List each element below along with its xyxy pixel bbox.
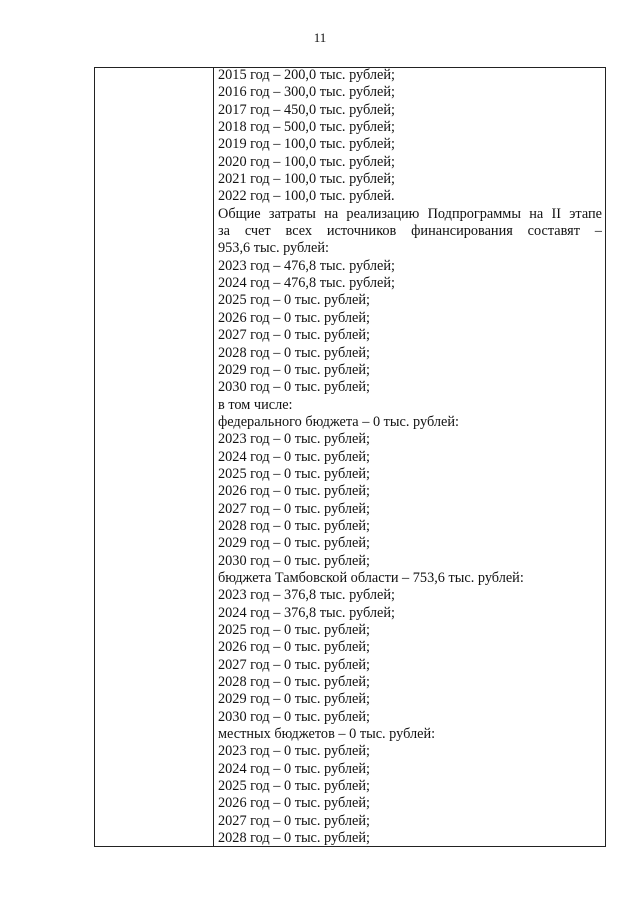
- text-line: 2028 год – 0 тыс. рублей;: [218, 830, 370, 845]
- text-line: 2030 год – 0 тыс. рублей;: [218, 379, 370, 396]
- text-line: 2021 год – 100,0 тыс. рублей;: [218, 171, 396, 188]
- page-number: 11: [313, 30, 327, 45]
- text-line: 2018 год – 500,0 тыс. рублей;: [218, 119, 396, 136]
- text-line: 2023 год – 476,8 тыс. рублей;: [218, 257, 396, 274]
- text-line: 2027 год – 0 тыс. рублей;: [218, 656, 370, 673]
- text-line: 2017 год – 450,0 тыс. рублей;: [218, 101, 396, 118]
- text-line: 2028 год – 0 тыс. рублей;: [218, 517, 370, 534]
- text-line: бюджета Тамбовской области – 753,6 тыс. рублей:: [218, 569, 524, 586]
- text-line: 2027 год – 0 тыс. рублей;: [218, 812, 370, 829]
- text-line: 2029 год – 0 тыс. рублей;: [218, 535, 370, 552]
- text-line: федерального бюджета – 0 тыс. рублей:: [218, 413, 459, 430]
- text-line: 2027 год – 0 тыс. рублей;: [218, 500, 370, 517]
- text-line: в том числе:: [218, 396, 293, 413]
- text-line: 2030 год – 0 тыс. рублей;: [218, 708, 370, 725]
- text-line: 2022 год – 100,0 тыс. рублей.: [218, 188, 395, 205]
- text-line: 953,6 тыс. рублей:: [218, 240, 330, 257]
- text-line: 2025 год – 0 тыс. рублей;: [218, 292, 370, 309]
- text-line: 2028 год – 0 тыс. рублей;: [218, 674, 370, 691]
- text-line: 2024 год – 0 тыс. рублей;: [218, 448, 370, 465]
- text-line: 2023 год – 376,8 тыс. рублей;: [218, 587, 396, 604]
- text-line: 2026 год – 0 тыс. рублей;: [218, 309, 370, 326]
- text-line: 2015 год – 200,0 тыс. рублей;: [218, 67, 396, 83]
- text-line: местных бюджетов – 0 тыс. рублей:: [218, 726, 436, 743]
- text-line: 2026 год – 0 тыс. рублей;: [218, 483, 370, 500]
- text-line: 2025 год – 0 тыс. рублей;: [218, 465, 370, 482]
- text-line: 2025 год – 0 тыс. рублей;: [218, 622, 370, 638]
- text-line: 2025 год – 0 тыс. рублей;: [218, 778, 370, 795]
- text-line: 2023 год – 0 тыс. рублей;: [218, 743, 370, 760]
- text-line: 2026 год – 0 тыс. рублей;: [218, 795, 370, 812]
- text-line: 2016 год – 300,0 тыс. рублей;: [218, 84, 396, 101]
- text-line: 2029 год – 0 тыс. рублей;: [218, 361, 370, 378]
- text-line: 2027 год – 0 тыс. рублей;: [218, 327, 370, 344]
- text-line: Общие затраты на реализацию Подпрограммы на II этапе: [218, 205, 602, 222]
- table-cell-content: [218, 67, 602, 845]
- text-line: 2024 год – 476,8 тыс. рублей;: [218, 275, 396, 292]
- text-line: 2020 год – 100,0 тыс. рублей;: [218, 153, 396, 170]
- text-line: 2030 год – 0 тыс. рублей;: [218, 552, 370, 569]
- text-line: 2024 год – 376,8 тыс. рублей;: [218, 604, 396, 621]
- text-line: 2026 год – 0 тыс. рублей;: [218, 639, 370, 656]
- text-line: 2019 год – 100,0 тыс. рублей;: [218, 136, 396, 153]
- column-divider: [213, 67, 214, 847]
- text-line: за счет всех источников финансирования составят –: [218, 223, 602, 240]
- text-line: 2023 год – 0 тыс. рублей;: [218, 431, 370, 448]
- text-line: 2029 год – 0 тыс. рублей;: [218, 691, 370, 708]
- text-line: 2024 год – 0 тыс. рублей;: [218, 760, 370, 777]
- text-line: 2028 год – 0 тыс. рублей;: [218, 344, 370, 361]
